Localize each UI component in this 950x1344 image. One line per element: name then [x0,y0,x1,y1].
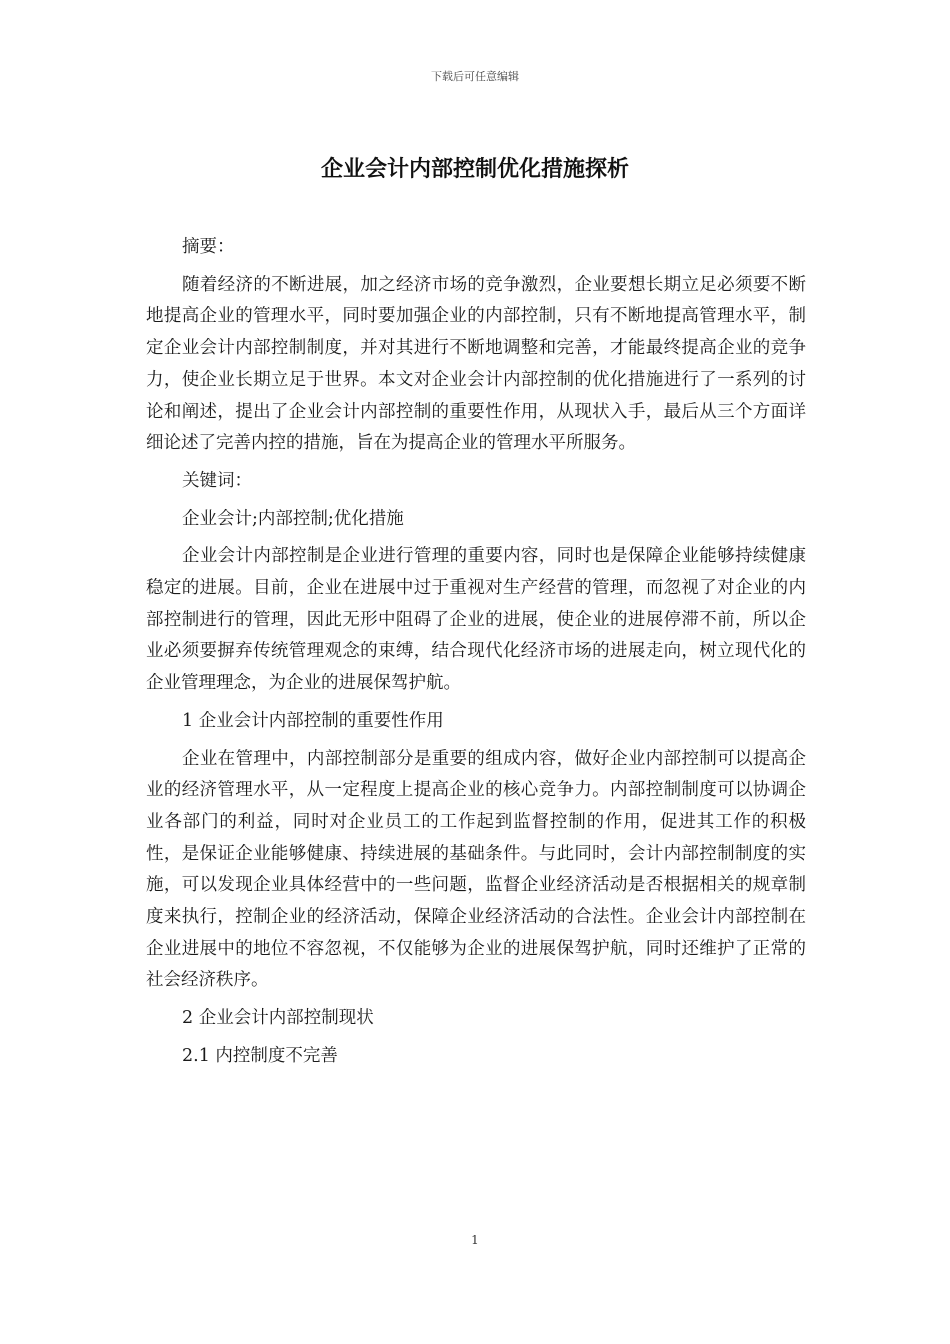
keywords-text: 企业会计;内部控制;优化措施 [182,508,404,529]
header-note: 下载后可任意编辑 [431,70,519,83]
abstract-label: 摘要： [182,237,235,257]
document-title: 企业会计内部控制优化措施探析 [320,157,629,182]
section-1-heading: 1 企业会计内部控制的重要性作用 [182,710,444,731]
section-2-1-heading: 2.1 内控制度不完善 [182,1045,338,1066]
page-number: 1 [471,1233,479,1247]
abstract-text: 随着经济的不断进展，加之经济市场的竞争激烈，企业要想长期立足必须要不断地提高企业的管理水平，同时要加强企业的内部控制，只有不断地提高管理水平，制定企业会计内部控制制度，并对其进行不断地调整和完善，才能最终提高企业的竞争力，使企业长期立足于世界。本文对企业会计内部控制的优化措施进行了一系列的讨论和阐述，提出了企业会计内部控制的重要性作用，从现状入手，最后从三个方面详细论述了完善内控的措施，旨在为提高企业的管理水平所服务。 [146,274,806,454]
document-body [146,232,806,1079]
section-1-paragraph: 企业在管理中，内部控制部分是重要的组成内容，做好企业内部控制可以提高企业的经济管理水平，从一定程度上提高企业的核心竞争力。内部控制制度可以协调企业各部门的利益，同时对企业员工的工作起到监督控制的作用，促进其工作的积极性，是保证企业能够健康、持续进展的基础条件。与此同时，会计内部控制制度的实施，可以发现企业具体经营中的一些问题，监督企业经济活动是否根据相关的规章制度来执行，控制企业的经济活动，保障企业经济活动的合法性。企业会计内部控制在企业进展中的地位不容忽视，不仅能够为企业的进展保驾护航，同时还维护了正常的社会经济秩序。 [146,748,806,991]
keywords-label: 关键词： [182,470,252,491]
intro-paragraph: 企业会计内部控制是企业进行管理的重要内容，同时也是保障企业能够持续健康稳定的进展。目前，企业在进展中过于重视对生产经营的管理，而忽视了对企业的内部控制进行的管理，因此无形中阻碍了企业的进展，使企业的进展停滞不前，所以企业必须要摒弃传统管理观念的束缚，结合现代化经济市场的进展走向，树立现代化的企业管理理念，为企业的进展保驾护航。 [146,546,806,694]
section-2-heading: 2 企业会计内部控制现状 [182,1008,374,1029]
